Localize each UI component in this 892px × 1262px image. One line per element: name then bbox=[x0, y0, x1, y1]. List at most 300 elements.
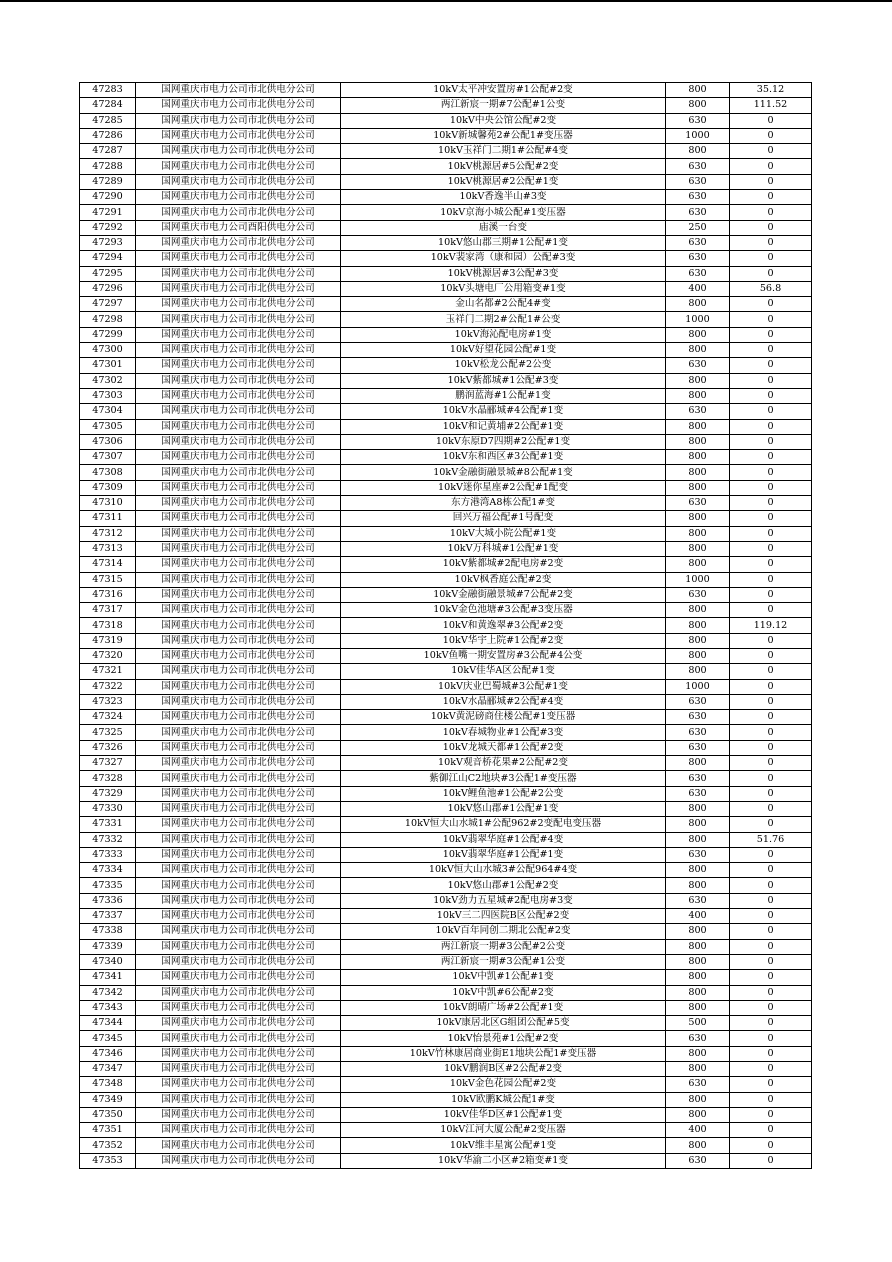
load-cell: 0 bbox=[730, 266, 812, 281]
row-id-cell: 47340 bbox=[80, 954, 136, 969]
capacity-cell: 800 bbox=[666, 1092, 730, 1107]
capacity-cell: 800 bbox=[666, 557, 730, 572]
load-cell: 0 bbox=[730, 756, 812, 771]
company-cell: 国网重庆市电力公司市北供电分公司 bbox=[136, 1000, 341, 1015]
table-row bbox=[80, 312, 812, 327]
transformer-name-cell: 10kV鹏润B区#2公配#2变 bbox=[341, 1062, 666, 1077]
table-row bbox=[80, 1153, 812, 1168]
table-row bbox=[80, 740, 812, 755]
company-cell: 国网重庆市电力公司市北供电分公司 bbox=[136, 1016, 341, 1031]
row-id-cell: 47330 bbox=[80, 801, 136, 816]
load-cell: 0 bbox=[730, 1153, 812, 1168]
load-cell: 0 bbox=[730, 541, 812, 556]
company-cell: 国网重庆市电力公司市北供电分公司 bbox=[136, 144, 341, 159]
row-id-cell: 47309 bbox=[80, 480, 136, 495]
company-cell: 国网重庆市电力公司市北供电分公司 bbox=[136, 327, 341, 342]
company-cell: 国网重庆市电力公司市北供电分公司 bbox=[136, 939, 341, 954]
transformer-name-cell: 10kV悠山郡三期#1公配#1变 bbox=[341, 235, 666, 250]
company-cell: 国网重庆市电力公司市北供电分公司 bbox=[136, 924, 341, 939]
row-id-cell: 47331 bbox=[80, 817, 136, 832]
transformer-name-cell: 10kV江河大厦公配#2变压器 bbox=[341, 1123, 666, 1138]
row-id-cell: 47311 bbox=[80, 511, 136, 526]
row-id-cell: 47321 bbox=[80, 664, 136, 679]
transformer-name-cell: 10kV桃源居#5公配#2变 bbox=[341, 159, 666, 174]
row-id-cell: 47336 bbox=[80, 893, 136, 908]
transformer-name-cell: 10kV春城物业#1公配#3变 bbox=[341, 725, 666, 740]
row-id-cell: 47303 bbox=[80, 388, 136, 403]
table-row bbox=[80, 235, 812, 250]
transformer-name-cell: 10kV庆业巴蜀城#3公配#1变 bbox=[341, 679, 666, 694]
table-row bbox=[80, 587, 812, 602]
table-row bbox=[80, 1077, 812, 1092]
company-cell: 国网重庆市电力公司市北供电分公司 bbox=[136, 618, 341, 633]
transformer-name-cell: 10kV维丰星寓公配#1变 bbox=[341, 1138, 666, 1153]
row-id-cell: 47328 bbox=[80, 771, 136, 786]
company-cell: 国网重庆市电力公司市北供电分公司 bbox=[136, 297, 341, 312]
table-row bbox=[80, 939, 812, 954]
capacity-cell: 630 bbox=[666, 786, 730, 801]
table-row bbox=[80, 450, 812, 465]
transformer-name-cell: 10kV桃源居#2公配#1变 bbox=[341, 174, 666, 189]
company-cell: 国网重庆市电力公司市北供电分公司 bbox=[136, 1046, 341, 1061]
capacity-cell: 800 bbox=[666, 603, 730, 618]
capacity-cell: 800 bbox=[666, 343, 730, 358]
load-cell: 0 bbox=[730, 694, 812, 709]
transformer-name-cell: 10kV京海小城公配#1变压器 bbox=[341, 205, 666, 220]
row-id-cell: 47347 bbox=[80, 1062, 136, 1077]
table-row bbox=[80, 1062, 812, 1077]
company-cell: 国网重庆市电力公司市北供电分公司 bbox=[136, 480, 341, 495]
row-id-cell: 47337 bbox=[80, 909, 136, 924]
transformer-name-cell: 10kV怡景苑#1公配#2变 bbox=[341, 1031, 666, 1046]
capacity-cell: 800 bbox=[666, 419, 730, 434]
row-id-cell: 47300 bbox=[80, 343, 136, 358]
load-cell: 0 bbox=[730, 190, 812, 205]
load-cell: 35.12 bbox=[730, 83, 812, 98]
capacity-cell: 800 bbox=[666, 434, 730, 449]
capacity-cell: 800 bbox=[666, 1046, 730, 1061]
load-cell: 0 bbox=[730, 1092, 812, 1107]
table-row bbox=[80, 847, 812, 862]
company-cell: 国网重庆市电力公司市北供电分公司 bbox=[136, 664, 341, 679]
capacity-cell: 800 bbox=[666, 465, 730, 480]
row-id-cell: 47313 bbox=[80, 541, 136, 556]
company-cell: 国网重庆市电力公司市北供电分公司 bbox=[136, 863, 341, 878]
load-cell: 0 bbox=[730, 633, 812, 648]
company-cell: 国网重庆市电力公司市北供电分公司 bbox=[136, 786, 341, 801]
load-cell: 0 bbox=[730, 159, 812, 174]
table-row bbox=[80, 664, 812, 679]
transformer-name-cell: 10kV劲力五星城#2配电房#3变 bbox=[341, 893, 666, 908]
capacity-cell: 630 bbox=[666, 358, 730, 373]
row-id-cell: 47304 bbox=[80, 404, 136, 419]
load-cell: 0 bbox=[730, 1138, 812, 1153]
company-cell: 国网重庆市电力公司市北供电分公司 bbox=[136, 694, 341, 709]
transformer-name-cell: 东方港湾A8栋公配1#变 bbox=[341, 496, 666, 511]
company-cell: 国网重庆市电力公司市北供电分公司 bbox=[136, 496, 341, 511]
transformer-name-cell: 10kV翡翠华庭#1公配#4变 bbox=[341, 832, 666, 847]
table-row bbox=[80, 817, 812, 832]
capacity-cell: 800 bbox=[666, 832, 730, 847]
row-id-cell: 47299 bbox=[80, 327, 136, 342]
capacity-cell: 630 bbox=[666, 251, 730, 266]
row-id-cell: 47333 bbox=[80, 847, 136, 862]
company-cell: 国网重庆市电力公司市北供电分公司 bbox=[136, 190, 341, 205]
load-cell: 0 bbox=[730, 480, 812, 495]
row-id-cell: 47286 bbox=[80, 128, 136, 143]
transformer-name-cell: 10kV好望花园公配#1变 bbox=[341, 343, 666, 358]
table-row bbox=[80, 496, 812, 511]
table-row bbox=[80, 618, 812, 633]
table-row bbox=[80, 1046, 812, 1061]
capacity-cell: 800 bbox=[666, 985, 730, 1000]
transformer-name-cell: 10kV桃源居#3公配#3变 bbox=[341, 266, 666, 281]
capacity-cell: 1000 bbox=[666, 572, 730, 587]
capacity-cell: 630 bbox=[666, 847, 730, 862]
table-row bbox=[80, 909, 812, 924]
table-row bbox=[80, 419, 812, 434]
row-id-cell: 47295 bbox=[80, 266, 136, 281]
transformer-name-cell: 10kV翡翠华庭#1公配#1变 bbox=[341, 847, 666, 862]
transformer-name-cell: 10kV水晶郦城#2公配#4变 bbox=[341, 694, 666, 709]
table-row bbox=[80, 159, 812, 174]
load-cell: 0 bbox=[730, 679, 812, 694]
company-cell: 国网重庆市电力公司市北供电分公司 bbox=[136, 266, 341, 281]
transformer-name-cell: 10kV华宇上院#1公配#2变 bbox=[341, 633, 666, 648]
transformer-name-cell: 10kV康居北区G组团公配#5变 bbox=[341, 1016, 666, 1031]
transformer-name-cell: 10kV竹林康居商业街E1地块公配1#变压器 bbox=[341, 1046, 666, 1061]
row-id-cell: 47338 bbox=[80, 924, 136, 939]
company-cell: 国网重庆市电力公司市北供电分公司 bbox=[136, 740, 341, 755]
capacity-cell: 800 bbox=[666, 541, 730, 556]
company-cell: 国网重庆市电力公司市北供电分公司 bbox=[136, 1153, 341, 1168]
load-cell: 0 bbox=[730, 664, 812, 679]
company-cell: 国网重庆市电力公司市北供电分公司 bbox=[136, 801, 341, 816]
table-row bbox=[80, 771, 812, 786]
row-id-cell: 47323 bbox=[80, 694, 136, 709]
row-id-cell: 47325 bbox=[80, 725, 136, 740]
company-cell: 国网重庆市电力公司市北供电分公司 bbox=[136, 679, 341, 694]
transformer-name-cell: 10kV金融街融景城#7公配#2变 bbox=[341, 587, 666, 602]
load-cell: 0 bbox=[730, 725, 812, 740]
capacity-cell: 800 bbox=[666, 83, 730, 98]
transformer-name-cell: 两江新宸一期#3公配#1公变 bbox=[341, 954, 666, 969]
transformer-name-cell: 10kV东原D7四期#2公配#1变 bbox=[341, 434, 666, 449]
row-id-cell: 47292 bbox=[80, 220, 136, 235]
load-cell: 0 bbox=[730, 419, 812, 434]
row-id-cell: 47339 bbox=[80, 939, 136, 954]
row-id-cell: 47310 bbox=[80, 496, 136, 511]
load-cell: 111.52 bbox=[730, 98, 812, 113]
table-row bbox=[80, 281, 812, 296]
capacity-cell: 630 bbox=[666, 174, 730, 189]
load-cell: 0 bbox=[730, 113, 812, 128]
load-cell: 56.8 bbox=[730, 281, 812, 296]
load-cell: 0 bbox=[730, 205, 812, 220]
transformer-name-cell: 10kV观音桥花果#2公配#2变 bbox=[341, 756, 666, 771]
table-row bbox=[80, 1123, 812, 1138]
transformer-name-cell: 鹏润蓝海#1公配#1变 bbox=[341, 388, 666, 403]
load-cell: 0 bbox=[730, 235, 812, 250]
load-cell: 0 bbox=[730, 174, 812, 189]
load-cell: 0 bbox=[730, 343, 812, 358]
table-row bbox=[80, 679, 812, 694]
load-cell: 51.76 bbox=[730, 832, 812, 847]
table-row bbox=[80, 404, 812, 419]
table-row bbox=[80, 694, 812, 709]
capacity-cell: 630 bbox=[666, 740, 730, 755]
load-cell: 0 bbox=[730, 771, 812, 786]
transformer-name-cell: 10kV海沁配电房#1变 bbox=[341, 327, 666, 342]
table-row bbox=[80, 1031, 812, 1046]
capacity-cell: 800 bbox=[666, 863, 730, 878]
company-cell: 国网重庆市电力公司市北供电分公司 bbox=[136, 526, 341, 541]
load-cell: 0 bbox=[730, 909, 812, 924]
row-id-cell: 47327 bbox=[80, 756, 136, 771]
capacity-cell: 800 bbox=[666, 1138, 730, 1153]
table-row bbox=[80, 832, 812, 847]
table-row bbox=[80, 190, 812, 205]
transformer-name-cell: 10kV朗晴广场#2公配#1变 bbox=[341, 1000, 666, 1015]
table-row bbox=[80, 465, 812, 480]
table-row bbox=[80, 985, 812, 1000]
capacity-cell: 800 bbox=[666, 1062, 730, 1077]
row-id-cell: 47348 bbox=[80, 1077, 136, 1092]
load-cell: 0 bbox=[730, 1077, 812, 1092]
capacity-cell: 800 bbox=[666, 388, 730, 403]
load-cell: 0 bbox=[730, 603, 812, 618]
row-id-cell: 47334 bbox=[80, 863, 136, 878]
load-cell: 0 bbox=[730, 297, 812, 312]
load-cell: 0 bbox=[730, 587, 812, 602]
table-row bbox=[80, 970, 812, 985]
company-cell: 国网重庆市电力公司市北供电分公司 bbox=[136, 847, 341, 862]
company-cell: 国网重庆市电力公司市北供电分公司 bbox=[136, 174, 341, 189]
transformer-name-cell: 两江新宸一期#7公配#1公变 bbox=[341, 98, 666, 113]
company-cell: 国网重庆市电力公司市北供电分公司 bbox=[136, 159, 341, 174]
transformer-name-cell: 回兴万福公配#1号配变 bbox=[341, 511, 666, 526]
table-row bbox=[80, 786, 812, 801]
load-cell: 0 bbox=[730, 1031, 812, 1046]
transformer-name-cell: 10kV黄泥磅商住楼公配#1变压器 bbox=[341, 710, 666, 725]
table-row bbox=[80, 756, 812, 771]
company-cell: 国网重庆市电力公司市北供电分公司 bbox=[136, 557, 341, 572]
row-id-cell: 47345 bbox=[80, 1031, 136, 1046]
company-cell: 国网重庆市电力公司市北供电分公司 bbox=[136, 756, 341, 771]
load-cell: 0 bbox=[730, 128, 812, 143]
transformer-name-cell: 10kV和黄逸翠#3公配#2变 bbox=[341, 618, 666, 633]
transformer-name-cell: 10kV三二四医院B区公配#2变 bbox=[341, 909, 666, 924]
table-row bbox=[80, 1107, 812, 1122]
page-top-border bbox=[0, 0, 892, 2]
transformer-name-cell: 10kV香逸半山#3变 bbox=[341, 190, 666, 205]
row-id-cell: 47352 bbox=[80, 1138, 136, 1153]
transformer-name-cell: 10kV金色花园公配#2变 bbox=[341, 1077, 666, 1092]
capacity-cell: 630 bbox=[666, 1077, 730, 1092]
table-row bbox=[80, 98, 812, 113]
transformer-name-cell: 10kV百年同创二期北公配#2变 bbox=[341, 924, 666, 939]
load-cell: 0 bbox=[730, 450, 812, 465]
transformer-name-cell: 玉祥门二期2#公配1#公变 bbox=[341, 312, 666, 327]
table-row bbox=[80, 434, 812, 449]
load-cell: 0 bbox=[730, 648, 812, 663]
transformer-name-cell: 10kV悠山郡#1公配#1变 bbox=[341, 801, 666, 816]
company-cell: 国网重庆市电力公司市北供电分公司 bbox=[136, 771, 341, 786]
row-id-cell: 47306 bbox=[80, 434, 136, 449]
capacity-cell: 630 bbox=[666, 1031, 730, 1046]
row-id-cell: 47307 bbox=[80, 450, 136, 465]
transformer-name-cell: 10kV悠山郡#1公配#2变 bbox=[341, 878, 666, 893]
capacity-cell: 630 bbox=[666, 496, 730, 511]
row-id-cell: 47293 bbox=[80, 235, 136, 250]
capacity-cell: 800 bbox=[666, 373, 730, 388]
table-row bbox=[80, 128, 812, 143]
capacity-cell: 630 bbox=[666, 190, 730, 205]
row-id-cell: 47353 bbox=[80, 1153, 136, 1168]
transformer-name-cell: 庙溪一台变 bbox=[341, 220, 666, 235]
transformer-name-cell: 10kV金融街融景城#8公配#1变 bbox=[341, 465, 666, 480]
transformer-name-cell: 两江新宸一期#3公配#2公变 bbox=[341, 939, 666, 954]
load-cell: 0 bbox=[730, 526, 812, 541]
capacity-cell: 800 bbox=[666, 970, 730, 985]
table-row bbox=[80, 557, 812, 572]
row-id-cell: 47302 bbox=[80, 373, 136, 388]
company-cell: 国网重庆市电力公司市北供电分公司 bbox=[136, 710, 341, 725]
load-cell: 0 bbox=[730, 970, 812, 985]
load-cell: 0 bbox=[730, 1000, 812, 1015]
load-cell: 0 bbox=[730, 985, 812, 1000]
transformer-name-cell: 10kV中凯#1公配#1变 bbox=[341, 970, 666, 985]
row-id-cell: 47320 bbox=[80, 648, 136, 663]
row-id-cell: 47350 bbox=[80, 1107, 136, 1122]
company-cell: 国网重庆市电力公司市北供电分公司 bbox=[136, 817, 341, 832]
table-row bbox=[80, 83, 812, 98]
capacity-cell: 800 bbox=[666, 664, 730, 679]
transformer-name-cell: 10kV枫香庭公配#2变 bbox=[341, 572, 666, 587]
table-row bbox=[80, 725, 812, 740]
capacity-cell: 800 bbox=[666, 633, 730, 648]
company-cell: 国网重庆市电力公司市北供电分公司 bbox=[136, 1077, 341, 1092]
load-cell: 0 bbox=[730, 557, 812, 572]
load-cell: 0 bbox=[730, 511, 812, 526]
load-cell: 0 bbox=[730, 434, 812, 449]
row-id-cell: 47287 bbox=[80, 144, 136, 159]
capacity-cell: 800 bbox=[666, 924, 730, 939]
row-id-cell: 47305 bbox=[80, 419, 136, 434]
company-cell: 国网重庆市电力公司市北供电分公司 bbox=[136, 878, 341, 893]
table-row bbox=[80, 205, 812, 220]
company-cell: 国网重庆市电力公司市北供电分公司 bbox=[136, 1092, 341, 1107]
row-id-cell: 47296 bbox=[80, 281, 136, 296]
load-cell: 0 bbox=[730, 496, 812, 511]
transformer-name-cell: 金山名都#2公配4#变 bbox=[341, 297, 666, 312]
company-cell: 国网重庆市电力公司市北供电分公司 bbox=[136, 511, 341, 526]
capacity-cell: 800 bbox=[666, 756, 730, 771]
table-row bbox=[80, 954, 812, 969]
capacity-cell: 630 bbox=[666, 1153, 730, 1168]
company-cell: 国网重庆市电力公司市北供电分公司 bbox=[136, 1123, 341, 1138]
table-row bbox=[80, 893, 812, 908]
load-cell: 0 bbox=[730, 801, 812, 816]
row-id-cell: 47285 bbox=[80, 113, 136, 128]
table-row bbox=[80, 1016, 812, 1031]
load-cell: 0 bbox=[730, 893, 812, 908]
company-cell: 国网重庆市电力公司酉阳供电分公司 bbox=[136, 220, 341, 235]
table-row bbox=[80, 1138, 812, 1153]
row-id-cell: 47322 bbox=[80, 679, 136, 694]
load-cell: 0 bbox=[730, 327, 812, 342]
capacity-cell: 800 bbox=[666, 98, 730, 113]
capacity-cell: 630 bbox=[666, 404, 730, 419]
table-row bbox=[80, 220, 812, 235]
company-cell: 国网重庆市电力公司市北供电分公司 bbox=[136, 419, 341, 434]
row-id-cell: 47312 bbox=[80, 526, 136, 541]
load-cell: 119.12 bbox=[730, 618, 812, 633]
load-cell: 0 bbox=[730, 1107, 812, 1122]
transformer-name-cell: 10kV松龙公配#2公变 bbox=[341, 358, 666, 373]
company-cell: 国网重庆市电力公司市北供电分公司 bbox=[136, 235, 341, 250]
row-id-cell: 47294 bbox=[80, 251, 136, 266]
transformer-name-cell: 10kV鲤鱼池#1公配#2公变 bbox=[341, 786, 666, 801]
capacity-cell: 800 bbox=[666, 618, 730, 633]
table-row bbox=[80, 174, 812, 189]
row-id-cell: 47283 bbox=[80, 83, 136, 98]
company-cell: 国网重庆市电力公司市北供电分公司 bbox=[136, 98, 341, 113]
capacity-cell: 400 bbox=[666, 909, 730, 924]
company-cell: 国网重庆市电力公司市北供电分公司 bbox=[136, 281, 341, 296]
row-id-cell: 47343 bbox=[80, 1000, 136, 1015]
load-cell: 0 bbox=[730, 786, 812, 801]
row-id-cell: 47317 bbox=[80, 603, 136, 618]
transformer-name-cell: 10kV欧鹏K城公配1#变 bbox=[341, 1092, 666, 1107]
transformer-name-cell: 10kV中凯#6公配#2变 bbox=[341, 985, 666, 1000]
capacity-cell: 800 bbox=[666, 450, 730, 465]
transformer-name-cell: 紫御江山C2地块#3公配1#变压器 bbox=[341, 771, 666, 786]
transformer-name-cell: 10kV和记黄埔#2公配#1变 bbox=[341, 419, 666, 434]
transformer-name-cell: 10kV东和西区#3公配#1变 bbox=[341, 450, 666, 465]
company-cell: 国网重庆市电力公司市北供电分公司 bbox=[136, 648, 341, 663]
load-cell: 0 bbox=[730, 144, 812, 159]
company-cell: 国网重庆市电力公司市北供电分公司 bbox=[136, 251, 341, 266]
capacity-cell: 630 bbox=[666, 694, 730, 709]
company-cell: 国网重庆市电力公司市北供电分公司 bbox=[136, 1107, 341, 1122]
company-cell: 国网重庆市电力公司市北供电分公司 bbox=[136, 465, 341, 480]
row-id-cell: 47341 bbox=[80, 970, 136, 985]
company-cell: 国网重庆市电力公司市北供电分公司 bbox=[136, 373, 341, 388]
capacity-cell: 800 bbox=[666, 954, 730, 969]
company-cell: 国网重庆市电力公司市北供电分公司 bbox=[136, 725, 341, 740]
company-cell: 国网重庆市电力公司市北供电分公司 bbox=[136, 587, 341, 602]
transformer-name-cell: 10kV水晶郦城#4公配#1变 bbox=[341, 404, 666, 419]
transformer-name-cell: 10kV新城馨苑2#公配1#变压器 bbox=[341, 128, 666, 143]
load-cell: 0 bbox=[730, 1062, 812, 1077]
transformer-name-cell: 10kV恒大山水城3#公配964#4变 bbox=[341, 863, 666, 878]
row-id-cell: 47314 bbox=[80, 557, 136, 572]
load-cell: 0 bbox=[730, 572, 812, 587]
company-cell: 国网重庆市电力公司市北供电分公司 bbox=[136, 83, 341, 98]
capacity-cell: 400 bbox=[666, 281, 730, 296]
table-row bbox=[80, 603, 812, 618]
load-cell: 0 bbox=[730, 220, 812, 235]
table-row bbox=[80, 343, 812, 358]
company-cell: 国网重庆市电力公司市北供电分公司 bbox=[136, 985, 341, 1000]
row-id-cell: 47301 bbox=[80, 358, 136, 373]
transformer-name-cell: 10kV太平冲安置房#1公配#2变 bbox=[341, 83, 666, 98]
company-cell: 国网重庆市电力公司市北供电分公司 bbox=[136, 1031, 341, 1046]
row-id-cell: 47316 bbox=[80, 587, 136, 602]
capacity-cell: 250 bbox=[666, 220, 730, 235]
table-row bbox=[80, 113, 812, 128]
